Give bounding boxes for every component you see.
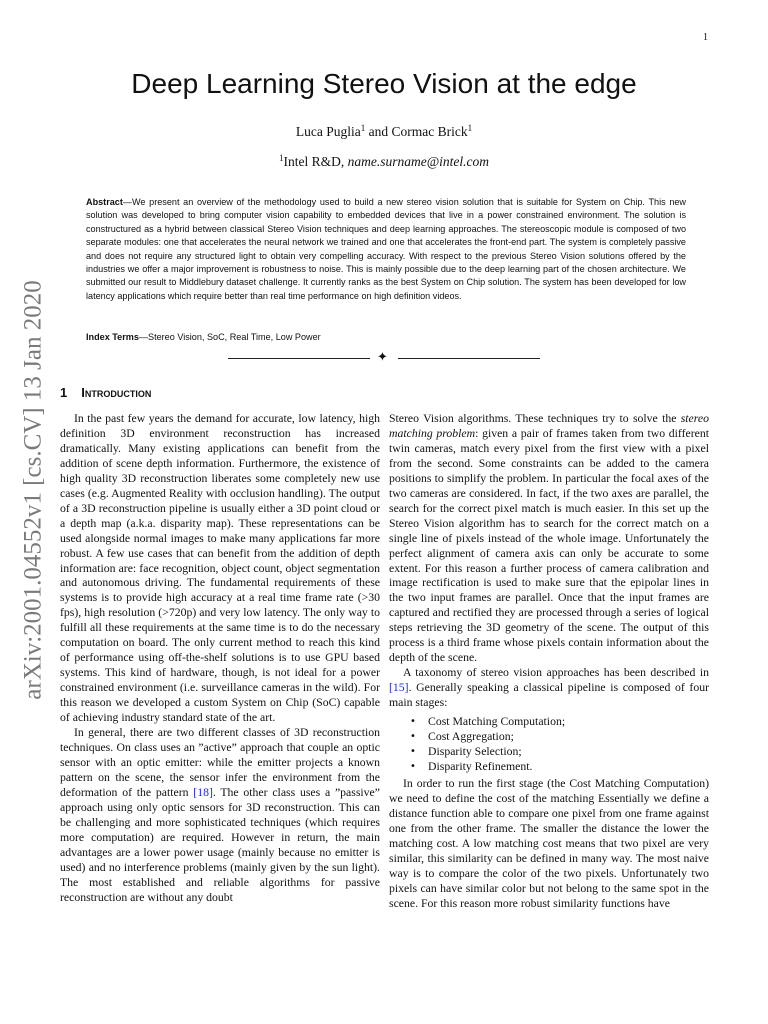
list-item-text: Cost Matching Computation; [428,715,566,729]
page-number: 1 [703,32,708,43]
index-terms [86,332,686,342]
paragraph-text: . The other class uses a ”passive” approach using only optic sensors for 3D reconstruction. This can be challenging and more sophisticated techniques (which requires more computation) are required. However in return, the main advantages are a lower power usage (mainly because no emitter is used) and no interference problems (mainly given by the sun light). The most established and reliable algorithms for passive reconstruction are without any doubt [60,785,380,904]
body-paragraph [60,726,380,905]
list-item-text: Disparity Refinement. [428,760,533,774]
affiliation-marker: 1 [278,153,284,163]
bullet-icon: • [410,731,416,743]
list-item [389,714,709,729]
affiliation [0,154,768,170]
paragraph-text: : given a pair of frames taken from two different twin cameras, match every pixel from the first view with a pixel from the second. Some constraints can be added to the camera positions to simplify the problem. In particular the focal axes of the two cameras are considered. In fact, if the two axes are parallel, the search for the correct pixel match is much easier. In this set up the Stereo Vision algorithm has to search for the correct match on a single line of pixels instead of the whole image. Unfortunately the perfect alignment of camera axis can only be accurate to some extent. For this reason a further process of camera calibration and image rectification is used to make sure that the epipolar lines in the two input frames are parallel. Once that the input frames are captured and rectified they are processed through a series of logical steps retrieving the 3D geometry of the scene. The output of this process is a third frame whose pixels contain information about the depth of the scene. [389,426,709,665]
bullet-icon: • [410,716,416,728]
paper-title: Deep Learning Stereo Vision at the edge [131,68,637,99]
author-name: Cormac Brick [391,124,468,139]
affiliation-org: Intel R&D, [283,154,348,169]
author-list [0,124,768,140]
section-title: Introduction [81,385,152,400]
abstract [86,196,686,303]
author-name: Luca Puglia [295,124,361,139]
list-item [389,759,709,774]
paragraph-text: . Generally speaking a classical pipeline is composed of four main stages: [389,681,709,710]
index-terms-text: —Stereo Vision, SoC, Real Time, Low Power [138,332,321,342]
paragraph-text: In general, there are two different classes of 3D reconstruction techniques. On class uses an ”active” approach that couple an optic sensor with an optic emitter: while the emitter projects a known pattern on the scene, the sensor infer the environment from the deformation of the pattern [60,726,380,799]
section-number: 1 [60,385,68,400]
bullet-icon: • [410,761,416,773]
abstract-label: Abstract [86,197,123,207]
separator-line [398,358,540,359]
bullet-icon: • [410,746,416,758]
citation-link[interactable]: [15] [389,681,409,695]
list-item [389,744,709,759]
left-column [60,412,380,905]
body-paragraph: In order to run the first stage (the Cost Matching Computation) we need to define the cost of the matching Essentially we define a distance function able to compare one pixel from one frame against one from the other frame. The smaller the distance the lower the matching cost. A low matching cost means that two pixel are very similar, this similarity can be defined in many way. The most naive way is to compare the color of the two pixels. Unfortunately two pixels can have similar color but not belong to the same spot in the scene. For this reason more robust similarity functions have [389,777,709,910]
author-email: name.surname@intel.com [347,154,490,169]
separator-diamond-icon: ✦ [377,350,388,365]
author-conjunction: and [365,124,392,139]
emphasis-term: stereo matching problem [389,412,709,440]
body-paragraph [389,412,709,666]
list-item [389,729,709,744]
list-item-text: Cost Aggregation; [428,730,514,744]
body-paragraph [389,666,709,711]
affiliation-marker: 1 [360,123,366,133]
citation-link[interactable]: [18] [193,785,213,799]
paragraph-text: Stereo Vision algorithms. These techniques try to solve the [389,412,681,425]
affiliation-marker: 1 [467,123,473,133]
list-item-text: Disparity Selection; [428,745,522,759]
right-column [389,412,709,912]
abstract-text: —We present an overview of the methodology used to build a new stereo vision solution that is suitable for System on Chip. This new solution was developed to bring computer vision capability to embedded devices that live in a power constrained environment. The solution is constructured as a hybrid between classical Stereo Vision techniques and deep learning approaches. The stereoscopic module is composed of two separate modules: one that accelerates the neural network we trained and one that accelerates the front-end part. The system is completely passive and does not require any structured light to obtain very compelling accuracy. With respect to the previous Stereo Vision solutions offered by the industries we offer a major improvement is robustness to noise. This is mainly possible due to the deep learning part of the chosen architecture. We submitted our result to Middlebury dataset challenge. It currently ranks as the best System on Chip solution. The system has been developed for low latency applications which require better than real time performance on high definition videos. [86,197,686,301]
arxiv-id: arXiv:2001.04552v1 [cs.CV] 13 Jan 2020 [20,280,47,700]
body-paragraph: In the past few years the demand for accurate, low latency, high definition 3D environment reconstruction has increased dramatically. Many existing applications can benefit from the addition of scene depth information. Furthermore, the existence of high quality 3D reconstruction liberates some completely new use cases (e.g. Augmented Reality with occlusion handling). The output of a 3D reconstruction pipeline is usually either a 3D point cloud or a depth map (a.k.a. disparity map). These representations can be used alongside normal images to make many applications far more robust. A few use cases that can benefit from the addition of depth information are: face recognition, object count, object segmentation and autonomous driving. The fundamental requirements of these systems is to provide high accuracy at a real time frame rate (>30 fps), high resolution (>720p) and very low latency. The only way to fulfill all these requirements at the same time is to do the necessary computation on board. The only current method to reach this kind of performance using off-the-shelf solutions is to use GPU based systems. This kind of hardware, though, is not ideal for a power constrained environment (i.e. surveillance cameras in the wild). For this reason we developed a custom System on Chip (SoC) capable of achieving industry standard state of the art. [60,412,380,725]
section-heading [60,385,151,400]
separator-line [228,358,370,359]
section-separator [228,350,540,366]
pipeline-stages-list [389,714,709,774]
paragraph-text: A taxonomy of stereo vision approaches has been described in [403,666,709,680]
arxiv-stamp [4,280,64,700]
index-terms-label: Index Terms [86,332,139,342]
